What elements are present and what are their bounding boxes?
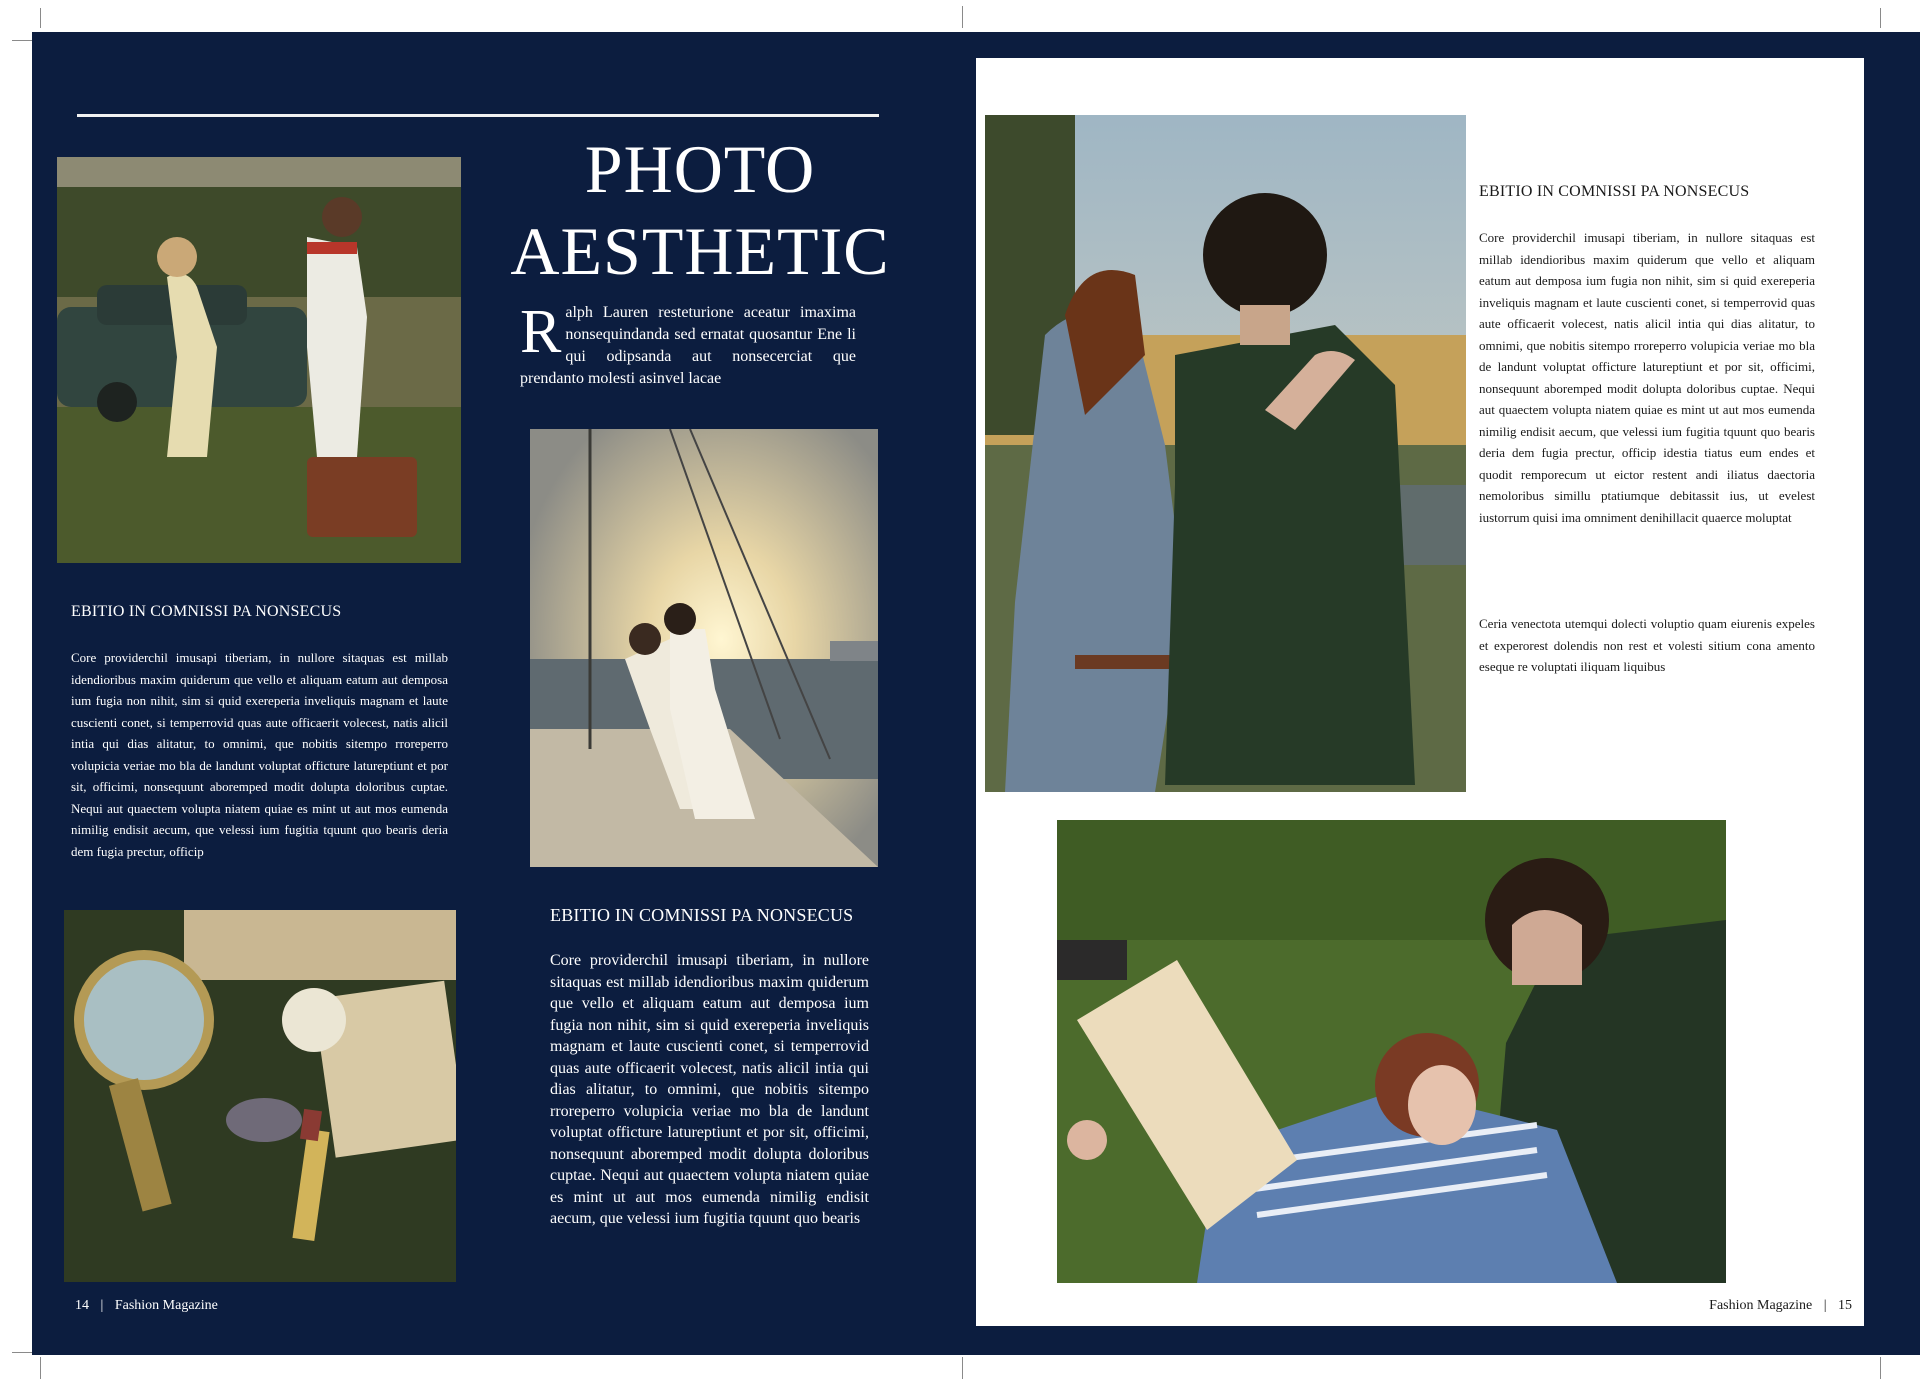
intro-text: alph Lauren resteturione aceatur imaxima nonsequindanda sed ernatat quosantur Ene li qui odipsanda aut nonsecerciat que prendanto molesti asinvel lacae: [520, 304, 856, 387]
footer-separator: |: [100, 1298, 104, 1313]
left-page-footer: [75, 1298, 218, 1314]
right-column-body-2: Ceria venectota utemqui dolecti voluptio quam eiurenis expeles et experorest dolendis non rest et volesti sitium cona amento eseque re voluptati iliquam liquibus: [1479, 616, 1815, 674]
footer-separator: |: [1823, 1298, 1827, 1313]
left-footer-magazine: Fashion Magazine: [114, 1298, 218, 1313]
crop-mark: [962, 6, 963, 28]
photo-couple-by-water: [985, 115, 1466, 792]
right-column-heading: EBITIO IN COMNISSI PA NONSECUS: [1479, 183, 1750, 200]
crop-mark: [40, 1357, 41, 1379]
crop-mark: [1880, 1357, 1881, 1379]
photo-running-couple: [57, 157, 461, 563]
left-page-number: 14: [75, 1298, 89, 1313]
left-column-heading: EBITIO IN COMNISSI PA NONSECUS: [71, 603, 342, 620]
photo-mirror-lipstick: [64, 910, 456, 1282]
photo-sailboat-kiss: [530, 429, 878, 867]
right-page-number: 15: [1838, 1298, 1852, 1313]
drop-cap: R: [520, 298, 562, 366]
crop-mark: [40, 8, 41, 28]
center-column-heading: EBITIO IN COMNISSI PA NONSECUS: [550, 905, 854, 925]
crop-mark: [962, 1357, 963, 1379]
left-column-body: Core providerchil imusapi tiberiam, in nullore sitaquas est millab idendioribus maxim quiderum que vello et aliquam eatum aut demposa ium fugia non nihit, sim si quid exereperia inveliquis magnam et laute cuscienti conet, si temperrovid quas aute officaerit volecest, natis alicil intia qui dias alitatur, to omnimi, que nobitis sitempo rroreperro volupicia veriae mo bla de landunt voluptat officture latureptiunt et por sit, officimi, nonsequunt aboremped modit dolupta doloribus cuptae. Nequi aut quaectem volupta niatem quiae es mint ut aut mos eumenda nimilig endisit aecum, que velessi ium fugitia tquunt quo bearis deria dem fugia prectur, officip: [71, 650, 448, 859]
intro-paragraph: [520, 298, 856, 390]
right-footer-magazine: Fashion Magazine: [1709, 1298, 1813, 1313]
photo-couple-on-grass: [1057, 820, 1726, 1283]
crop-mark: [12, 40, 32, 41]
article-title: [500, 128, 900, 292]
right-column-body: Core providerchil imusapi tiberiam, in nullore sitaquas est millab idendioribus maxim quiderum que vello et aliquam eatum aut demposa ium fugia non nihit, sim si quid exereperia inveliquis magnam et laute cuscienti conet, si temperrovid quas aute officaerit volecest, natis alicil intia qui dias alitatur, to omnimi, que nobitis sitempo rroreperro volupicia veriae mo bla de landunt voluptat officture latureptiunt et por sit, officimi, nonsequunt aboremped modit dolupta doloribus cuptae. Nequi aut quaectem volupta niatem quiae es mint ut aut mos eumenda nimilig endisit aecum, que velessi ium fugitia tquunt quo bearis deria dem fugia prectur, officip idestia tiatus eum endes et quodit remporecum ut eictor restent andi iliatus daectoria nemoloribus simillu ptatiumque debitassit ius, ut evelest iustorrum quisi ima omniment denihillacit quaerce moluptat: [1479, 230, 1815, 525]
right-page-footer: [1709, 1298, 1852, 1314]
title-line-1: PHOTO: [584, 131, 816, 207]
title-line-2: AESTHETIC: [510, 213, 890, 289]
crop-mark: [12, 1352, 32, 1353]
crop-mark: [1880, 8, 1881, 28]
center-column-body: Core providerchil imusapi tiberiam, in nullore sitaquas est millab idendioribus maxim quiderum que vello et aliquam eatum aut demposa ium fugia non nihit, sim si quid exereperia inveliquis magnam et laute cuscienti conet, si temperrovid quas aute officaerit volecest, natis alicil intia qui dias alitatur, to omnimi, que nobitis sitempo rroreperro volupicia veriae mo bla de landunt voluptat officture latureptiunt et por sit, officimi, nonsequunt aboremped modit dolupta doloribus cuptae. Nequi aut quaectem volupta niatem quiae es mint ut aut mos eumenda nimilig endisit aecum, que velessi ium fugitia tquunt quo bearis: [550, 952, 869, 1227]
top-rule: [77, 114, 879, 117]
